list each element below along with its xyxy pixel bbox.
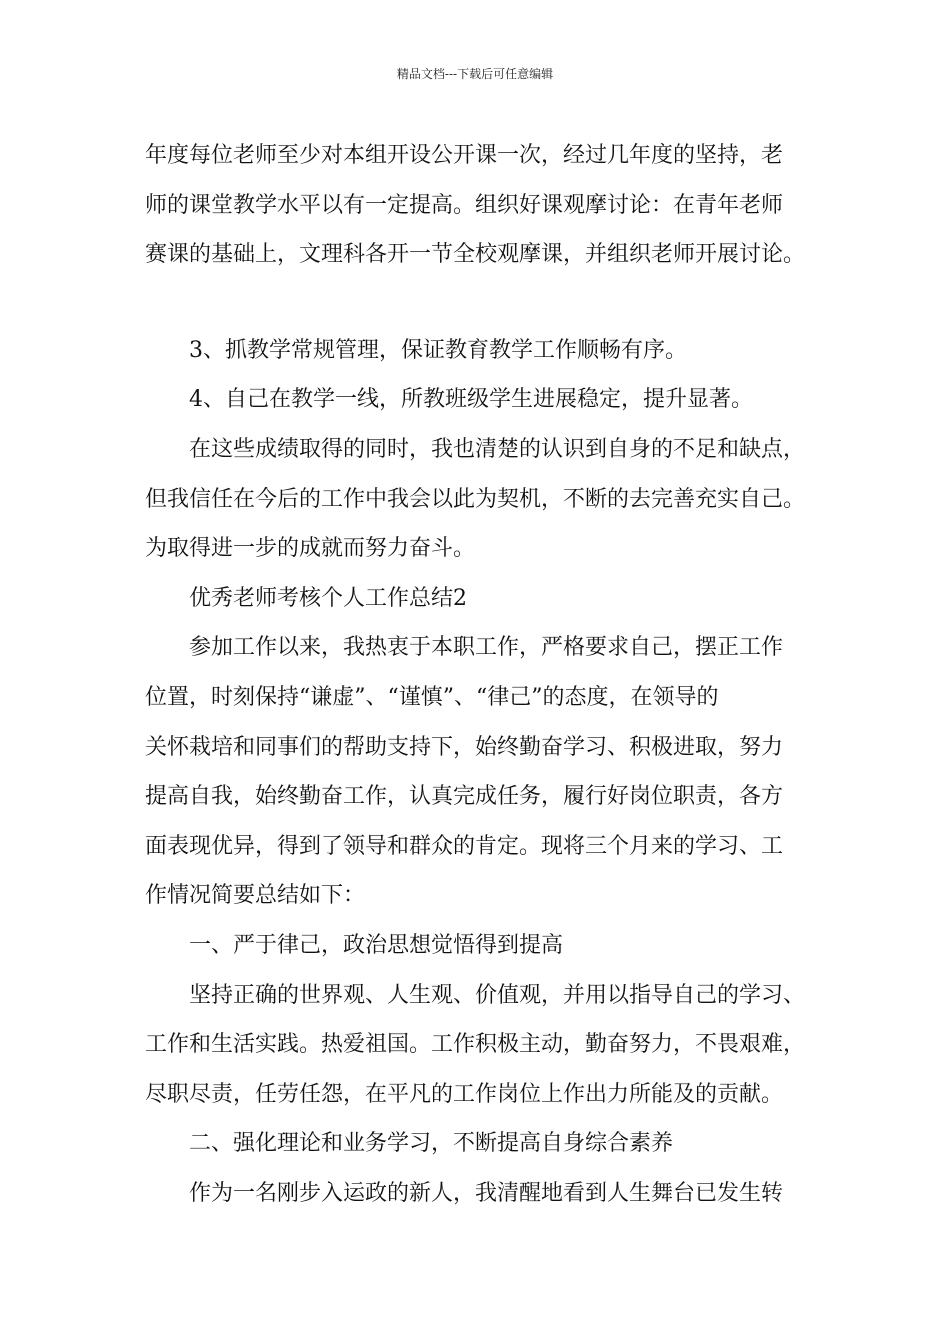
text-line: 在这些成绩取得的同时，我也清楚的认识到自身的不足和缺点，: [189, 436, 806, 462]
text-line: 尽职尽责，任劳任怨，在平凡的工作岗位上作出力所能及的贡献。: [145, 1081, 784, 1107]
text-line: 师的课堂教学水平以有一定提高。组织好课观摩讨论：在青年老师: [145, 192, 784, 218]
text-line: 赛课的基础上，文理科各开一节全校观摩课，并组织老师开展讨论。: [145, 242, 806, 268]
text-line: 参加工作以来，我热衷于本职工作，严格要求自己，摆正工作: [189, 635, 784, 661]
text-line: 提高自我，始终勤奋工作，认真完成任务，履行好岗位职责，各方: [145, 784, 784, 810]
page-header: 精品文档---下载后可任意编辑: [396, 67, 554, 81]
document-body: [145, 131, 835, 1218]
text-line: 作情况简要总结如下：: [145, 883, 366, 909]
text-line: 但我信任在今后的工作中我会以此为契机，不断的去完善充实自己。: [145, 486, 806, 512]
section-title: 优秀老师考核个人工作总结2: [189, 585, 467, 611]
text-line: 工作和生活实践。热爱祖国。工作积极主动，勤奋努力，不畏艰难，: [145, 1032, 806, 1058]
text-line: 坚持正确的世界观、人生观、价值观，并用以指导自己的学习、: [189, 982, 806, 1008]
text-line: 位置，时刻保持“谦虚”、“谨慎”、“律己”的态度，在领导的: [145, 684, 719, 710]
section-heading: 一、严于律己，政治思想觉悟得到提高: [189, 932, 564, 958]
text-line: 关怀栽培和同事们的帮助支持下，始终勤奋学习、积极进取，努力: [145, 734, 784, 760]
text-line: 年度每位老师至少对本组开设公开课一次，经过几年度的坚持，老: [145, 143, 784, 168]
list-item: 3、抓教学常规管理，保证教育教学工作顺畅有序。: [189, 337, 687, 363]
text-line: 为取得进一步的成就而努力奋斗。: [145, 536, 476, 562]
text-line: 作为一名刚步入运政的新人，我清醒地看到人生舞台已发生转: [189, 1180, 784, 1206]
text-line: 面表现优异，得到了领导和群众的肯定。现将三个月来的学习、工: [145, 833, 784, 859]
paragraph-gap: [145, 280, 835, 326]
list-item: 4、自己在教学一线，所教班级学生进展稳定，提升显著。: [189, 387, 753, 413]
section-heading: 二、强化理论和业务学习，不断提高自身综合素养: [189, 1131, 674, 1157]
